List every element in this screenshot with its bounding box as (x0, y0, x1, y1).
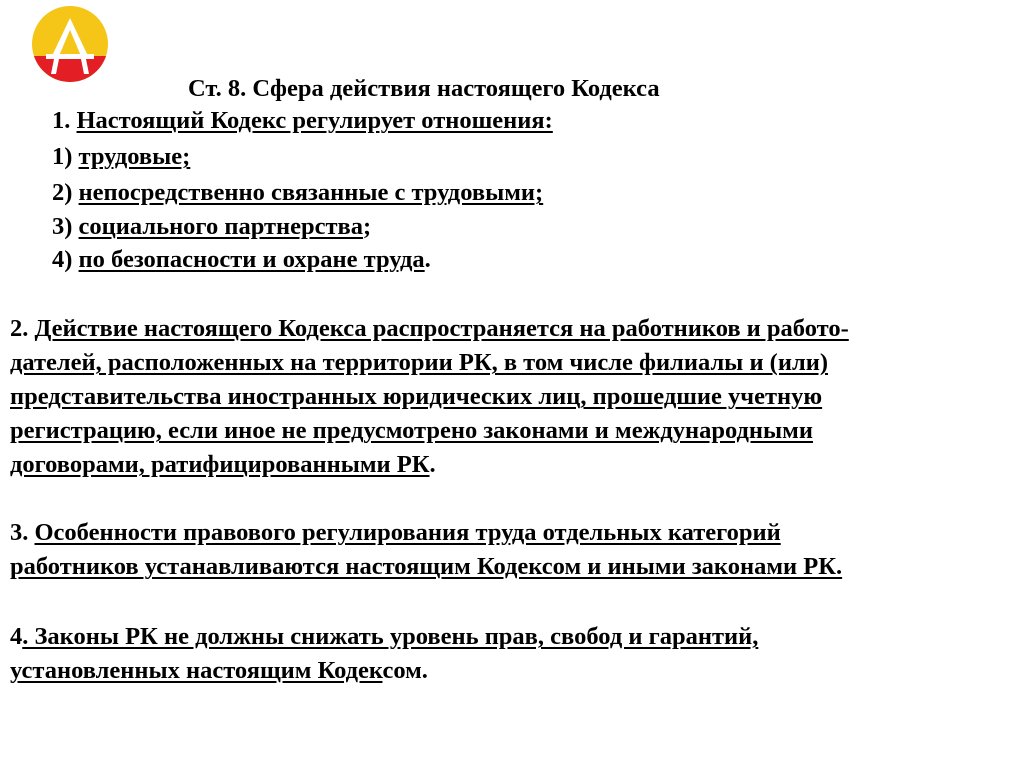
p1-item-1 (52, 142, 190, 172)
p3-line-2 (10, 552, 842, 582)
emblem-icon (30, 4, 110, 84)
item-tail: ; (363, 213, 372, 240)
p4-text: . Законы РК не должны снижать уровень прав, свобод и гарантий, (22, 623, 759, 650)
p2-text: договорами, ратифицированными РК (10, 451, 430, 478)
p2-text: представительства иностранных юридических лиц, прошедшие учетную (10, 383, 823, 410)
p2-text: Действие настоящего Кодекса распространяется на работников и работо- (34, 315, 849, 342)
p4-line-2 (10, 656, 428, 686)
p2-tail: . (429, 451, 436, 478)
p4-text: установленных настоящим Кодек (10, 657, 383, 684)
p2-text: дателей, расположенных на территории РК, в том числе филиалы и (или) (10, 349, 828, 376)
item-text: трудовые; (78, 143, 191, 170)
item-number: 2) (52, 179, 79, 206)
item-tail: . (424, 246, 431, 273)
p3-text: работников устанавливаются настоящим Кодексом и иными законами РК. (10, 553, 843, 580)
p4-line-1 (10, 622, 758, 652)
p1-number: 1. (52, 107, 77, 134)
p1-item-2 (52, 178, 543, 208)
p1-text: Настоящий Кодекс регулирует отношения: (76, 107, 553, 134)
item-number: 4) (52, 246, 79, 273)
p2-line-5 (10, 450, 436, 480)
item-number: 1) (52, 143, 79, 170)
p4-number: 4 (10, 623, 23, 650)
item-text: социального партнерства (78, 213, 364, 240)
p2-text: регистрацию, если иное не предусмотрено законами и международными (10, 417, 813, 444)
slide-title: Ст. 8. Сфера действия настоящего Кодекса (188, 75, 660, 102)
p3-number: 3. (10, 519, 35, 546)
item-text: по безопасности и охране труда (78, 246, 425, 273)
p2-line-1 (10, 314, 849, 344)
p2-line-4 (10, 416, 813, 446)
p2-number: 2. (10, 315, 35, 342)
p3-line-1 (10, 518, 781, 548)
item-number: 3) (52, 213, 79, 240)
p2-line-2 (10, 348, 828, 378)
logo-emblem (30, 4, 110, 84)
p3-text: Особенности правового регулирования труда отдельных категорий (34, 519, 781, 546)
p1-heading (52, 106, 553, 136)
p1-item-4 (52, 245, 431, 275)
p4-tail: сом. (382, 657, 428, 684)
p2-line-3 (10, 382, 822, 412)
p1-item-3 (52, 212, 371, 242)
item-text: непосредственно связанные с трудовыми; (78, 179, 544, 206)
